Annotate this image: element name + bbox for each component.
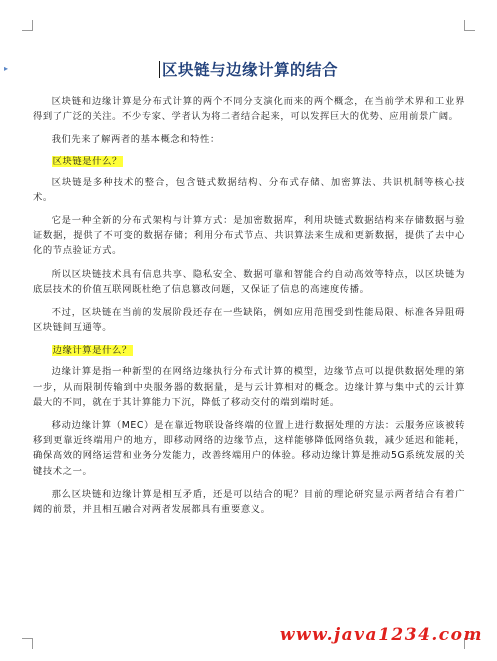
paragraph-edge-1: 边缘计算是指一种新型的在网络边缘执行分布式计算的模型，边缘节点可以提供数据处理的第一步，从而限制传输到中央服务器的数据量，是与云计算相对的概念。边缘计算与集中式的云计算最大的不同，就在于其计算能力下沉，降低了移动交付的端到端时延。 [33,366,465,408]
page-corner-mark [464,20,475,31]
section-heading-edge [33,343,465,358]
paragraph-blockchain-3: 所以区块链技术具有信息共享、隐私安全、数据可靠和智能合约自动高效等特点，以区块链为底层技术的价值互联网既杜绝了信息篡改问题，又保证了信息的高速度传播。 [33,268,465,295]
title-text: 区块链与边缘计算的结合 [161,61,338,79]
page-corner-mark [22,638,33,649]
document-body[interactable] [33,94,465,525]
paragraph-outro: 那么区块链和边缘计算是相互矛盾，还是可以结合的呢？目前的理论研究显示两者结合有着广阔的前景，并且相互融合对两者发展都具有重要意义。 [33,488,465,516]
section-heading-blockchain [33,154,465,169]
document-title[interactable] [0,58,497,80]
paragraph-blockchain-4: 不过，区块链在当前的发展阶段还存在一些缺陷，例如应用范围受到性能局限、标准各异阻碍区块链间互通等。 [33,307,465,334]
page-corner-mark [22,20,33,31]
site-watermark: www.java1234.com [279,625,483,645]
paragraph-blockchain-1: 区块链是多种技术的整合，包含链式数据结构、分布式存储、加密算法、共识机制等核心技术。 [33,176,465,203]
paragraph-blockchain-2: 它是一种全新的分布式架构与计算方式：是加密数据库，利用块链式数据结构来存储数据与验证数据，提供了不可变的数据存储；利用分布式节点、共识算法来生成和更新数据，提供了去中心化的节点验证方式。 [33,215,465,257]
text-cursor [159,61,160,78]
paragraph-edge-2: 移动边缘计算（MEC）是在靠近物联设备终端的位置上进行数据处理的方法：云服务应该被转移到更靠近终端用户的地方，即移动网络的边缘节点，这样能够降低网络负载，减少延迟和能耗，确保高效的网络运营和业务分发能力，改善终端用户的体验。移动边缘计算是推动5G系统发展的关键技术之一。 [33,420,465,477]
highlighted-heading: 区块链是什么？ [52,155,122,167]
margin-marker-icon: ▸ [4,64,9,73]
paragraph-lead: 我们先来了解两者的基本概念和特性： [51,134,220,146]
paragraph-intro: 区块链和边缘计算是分布式计算的两个不同分支演化而来的两个概念，在当前学术界和工业界得到了广泛的关注。不少专家、学者认为将二者结合起来，可以发挥巨大的优势、应用前景广阔。 [33,96,465,123]
highlighted-heading: 边缘计算是什么？ [52,345,132,357]
